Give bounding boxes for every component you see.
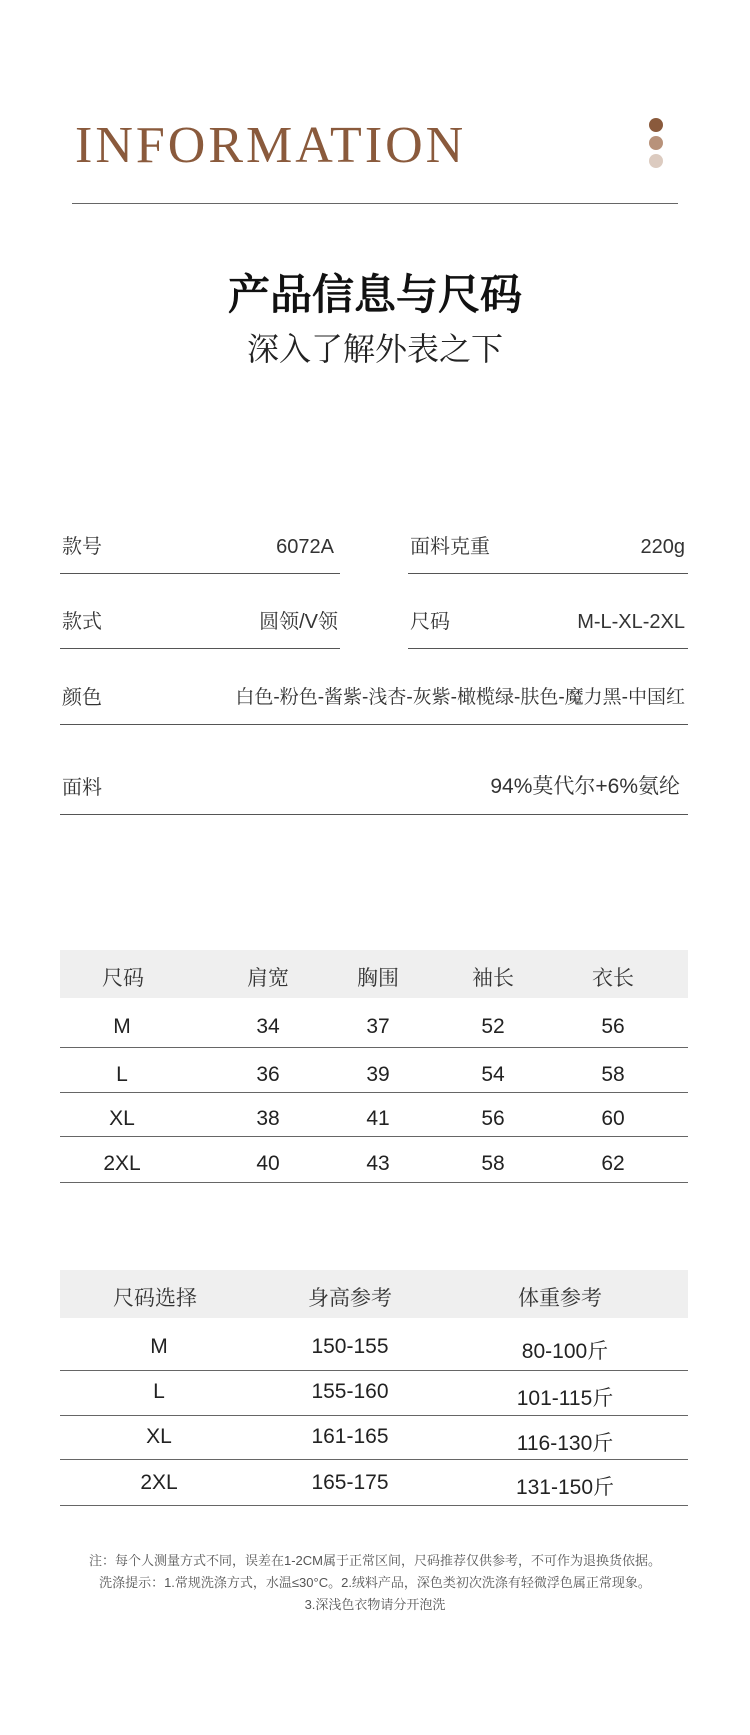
table-cell: 2XL — [103, 1152, 141, 1175]
header-divider — [72, 203, 678, 204]
table-cell: 2XL — [140, 1471, 178, 1494]
table-cell: 54 — [481, 1063, 505, 1086]
info-divider — [60, 724, 688, 725]
table-cell: XL — [109, 1107, 135, 1130]
decorative-dot-dark — [649, 118, 663, 132]
table-cell: 101-115斤 — [516, 1387, 614, 1410]
table-cell: 40 — [256, 1152, 280, 1175]
brand-heading: INFORMATION — [75, 117, 467, 174]
header-cell: 体重参考 — [518, 1287, 602, 1310]
size-measurement-table — [60, 950, 688, 1186]
table-cell: 43 — [366, 1152, 390, 1175]
table-cell: 80-100斤 — [521, 1340, 609, 1363]
decorative-dot-medium — [649, 136, 663, 150]
color-value: 白色-粉色-酱紫-浅杏-灰紫-橄榄绿-肤色-魔力黑-中国红 — [235, 687, 685, 708]
info-divider — [60, 814, 688, 815]
table-cell: XL — [146, 1425, 172, 1448]
row-divider — [60, 1136, 688, 1137]
style-no-value: 6072A — [276, 536, 334, 558]
header-cell: 尺码选择 — [113, 1287, 197, 1310]
header-cell: 衣长 — [592, 967, 634, 990]
size-label: 尺码 — [410, 611, 450, 633]
header-cell: 身高参考 — [308, 1287, 392, 1310]
row-divider — [60, 1092, 688, 1093]
washing-tips: 洗涤提示：1.常规洗涤方式，水温≤30°C。2.绒料产品，深色类初次洗涤有轻微浮色属正常现象。 — [99, 1575, 651, 1590]
table-cell: 52 — [481, 1015, 505, 1038]
info-divider — [60, 648, 340, 649]
table-cell: 155-160 — [311, 1380, 389, 1403]
page-subtitle: 深入了解外表之下 — [246, 330, 503, 368]
table-cell: 56 — [601, 1015, 625, 1038]
size-reference-table — [60, 1270, 688, 1506]
row-divider — [60, 1182, 688, 1183]
table-cell: 62 — [601, 1152, 625, 1175]
header-cell: 尺码 — [102, 967, 144, 990]
style-label: 款式 — [62, 611, 102, 633]
table-header — [60, 950, 688, 998]
table-cell: 41 — [366, 1107, 390, 1130]
table-cell: M — [113, 1015, 131, 1038]
info-divider — [408, 648, 688, 649]
header-cell: 胸围 — [357, 967, 399, 990]
fabric-value: 94%莫代尔+6%氨纶 — [490, 775, 680, 798]
style-value: 圆领/V领 — [259, 611, 338, 633]
row-divider — [60, 1370, 688, 1371]
table-cell: 116-130斤 — [516, 1432, 614, 1455]
measurement-note: 注：每个人测量方式不同，误差在1-2CM属于正常区间，尺码推荐仅供参考，不可作为退换货依据。 — [88, 1553, 661, 1568]
table-cell: L — [153, 1380, 165, 1403]
washing-tips-continued: 3.深浅色衣物请分开泡洗 — [304, 1597, 446, 1612]
fabric-weight-label: 面料克重 — [410, 536, 490, 558]
table-cell: 161-165 — [311, 1425, 389, 1448]
table-cell: 34 — [256, 1015, 280, 1038]
table-cell: L — [116, 1063, 128, 1086]
table-cell: 131-150斤 — [515, 1476, 615, 1499]
table-cell: 58 — [601, 1063, 625, 1086]
table-cell: 56 — [481, 1107, 505, 1130]
decorative-dot-light — [649, 154, 663, 168]
size-value: M-L-XL-2XL — [577, 611, 685, 633]
info-divider — [60, 573, 340, 574]
row-divider — [60, 1415, 688, 1416]
table-cell: 36 — [256, 1063, 280, 1086]
table-cell: 37 — [366, 1015, 390, 1038]
header-cell: 袖长 — [472, 967, 514, 990]
table-cell: 39 — [366, 1063, 390, 1086]
row-divider — [60, 1505, 688, 1506]
style-no-label: 款号 — [62, 536, 102, 558]
color-label: 颜色 — [62, 687, 102, 709]
fabric-label: 面料 — [62, 777, 102, 799]
fabric-weight-value: 220g — [640, 536, 685, 558]
info-divider — [408, 573, 688, 574]
table-cell: 150-155 — [311, 1335, 389, 1358]
row-divider — [60, 1047, 688, 1048]
table-cell: 38 — [256, 1107, 280, 1130]
row-divider — [60, 1459, 688, 1460]
table-cell: M — [150, 1335, 168, 1358]
table-cell: 60 — [601, 1107, 625, 1130]
table-cell: 58 — [481, 1152, 505, 1175]
table-cell: 165-175 — [311, 1471, 389, 1494]
page-title: 产品信息与尺码 — [227, 270, 522, 319]
header-cell: 肩宽 — [247, 967, 289, 990]
table-header — [60, 1270, 688, 1318]
